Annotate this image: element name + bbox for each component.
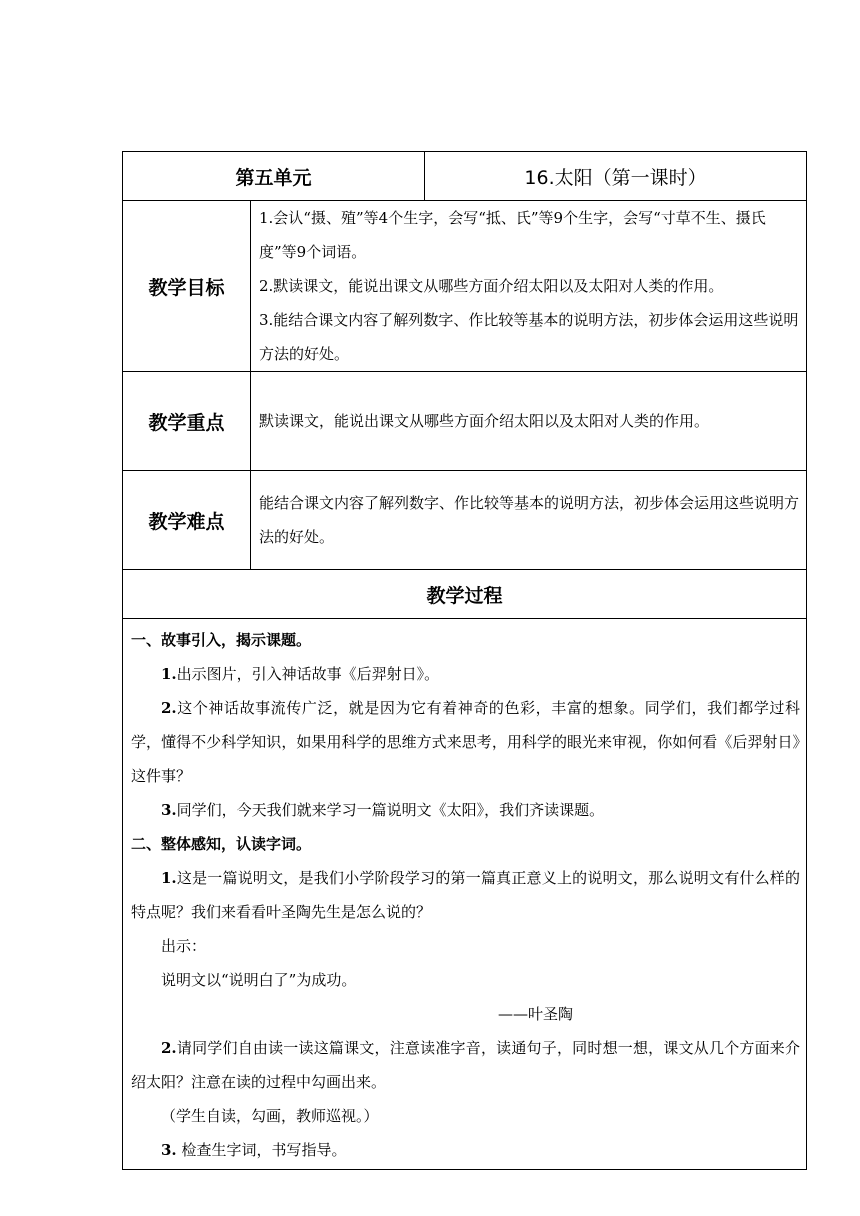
paragraph-text: 请同学们自由读一读这篇课文，注意读准字音，读通句子，同时想一想，课文从几个方面来介绍太阳？注意在读的过程中勾画出来。	[131, 1039, 801, 1091]
paragraph-number: 2.	[161, 699, 177, 717]
show-label: 出示：	[161, 937, 207, 955]
key-point-content: 默读课文，能说出课文从哪些方面介绍太阳以及太阳对人类的作用。	[251, 372, 807, 471]
difficulty-content: 能结合课文内容了解列数字、作比较等基本的说明方法，初步体会运用这些说明方法的好处。	[251, 471, 807, 570]
paragraph-number: 3.	[161, 1141, 177, 1159]
process-title-row	[123, 570, 807, 619]
objectives-label: 教学目标	[123, 201, 251, 372]
paragraph-number: 3.	[161, 801, 177, 819]
process-body	[123, 619, 807, 1170]
process-body-row	[123, 619, 807, 1170]
paragraph-number: 1.	[161, 869, 177, 887]
note-text: （学生自读，勾画，教师巡视。）	[161, 1107, 379, 1125]
difficulty-label: 教学难点	[123, 471, 251, 570]
quote-text: 说明文以“说明白了”为成功。	[161, 971, 357, 989]
objective-item: 2.默读课文，能说出课文从哪些方面介绍太阳以及太阳对人类的作用。	[259, 277, 724, 295]
paragraph	[131, 1031, 800, 1099]
paragraph-text: 这个神话故事流传广泛，就是因为它有着神奇的色彩，丰富的想象。同学们，我们都学过科学，懂得不少科学知识，如果用科学的思维方式来思考，用科学的眼光来审视，你如何看《后羿射日》这件事？	[131, 699, 801, 785]
key-point-label: 教学重点	[123, 372, 251, 471]
key-point-row	[123, 372, 807, 471]
quote-attribution: ——叶圣陶	[498, 1005, 574, 1023]
paragraph	[131, 657, 800, 691]
paragraph	[131, 691, 800, 793]
paragraph-text: 出示图片，引入神话故事《后羿射日》。	[176, 665, 440, 683]
paragraph	[131, 1133, 800, 1167]
objectives-row	[123, 201, 807, 372]
paragraph-number: 2.	[161, 1039, 177, 1057]
paragraph	[131, 861, 800, 929]
section-heading: 一、故事引入，揭示课题。	[131, 631, 312, 649]
header-row	[123, 152, 807, 201]
lesson-title-cell: 16.太阳（第一课时）	[425, 152, 807, 201]
paragraph-text: 同学们，今天我们就来学习一篇说明文《太阳》，我们齐读课题。	[176, 801, 605, 819]
objectives-content	[251, 201, 807, 372]
paragraph	[131, 793, 800, 827]
lesson-plan-table	[122, 151, 807, 1170]
difficulty-row	[123, 471, 807, 570]
paragraph-text: 检查生字词，书写指导。	[176, 1141, 347, 1159]
unit-cell: 第五单元	[123, 152, 425, 201]
objective-item: 1.会认“摄、殖”等4个生字，会写“抵、氏”等9个生字，会写“寸草不生、摄氏度”等9个词语。	[259, 209, 766, 261]
section-heading: 二、整体感知，认读字词。	[131, 835, 312, 853]
objective-item: 3.能结合课文内容了解列数字、作比较等基本的说明方法，初步体会运用这些说明方法的好处。	[259, 311, 799, 363]
paragraph-number: 1.	[161, 665, 177, 683]
process-title: 教学过程	[123, 570, 807, 619]
paragraph-text: 这是一篇说明文，是我们小学阶段学习的第一篇真正意义上的说明文，那么说明文有什么样的特点呢？我们来看看叶圣陶先生是怎么说的？	[131, 869, 801, 921]
